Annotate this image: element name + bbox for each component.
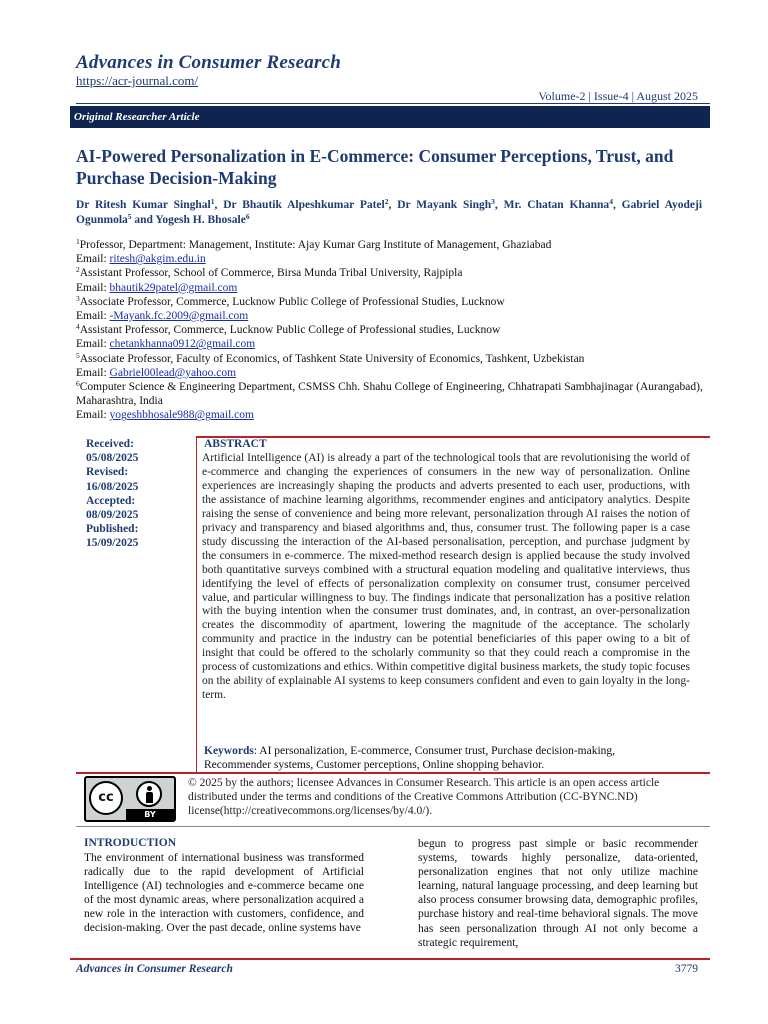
affiliation-num: 1 — [76, 237, 80, 246]
keywords-text: : AI personalization, E-commerce, Consumer trust, Purchase decision-making, Recommender systems, Customer perceptions, Online shopping behavior. — [204, 745, 616, 771]
introduction-heading: INTRODUCTION — [84, 837, 177, 849]
abstract-top-rule — [196, 436, 710, 438]
author-sep: , — [388, 199, 398, 211]
journal-url-link[interactable]: https://acr-journal.com/ — [76, 73, 199, 88]
introduction-column-1: The environment of international business was transformed radically due to the rapid development of Artificial Intelligence (AI) technologies and e-commerce became one of the most dynamic areas, where personalization acquired a new role in the interaction with customers, confidence, and decision-making. Over the past decade, online systems have — [84, 852, 364, 935]
author-name: Yogesh H. Bhosale — [155, 213, 246, 226]
email-link[interactable]: Gabriel00lead@yahoo.com — [109, 366, 237, 379]
affiliation-text: Associate Professor, Faculty of Economics, of Tashkent State University of Economics, Tashkent, Uzbekistan — [79, 352, 585, 365]
article-title: AI-Powered Personalization in E-Commerce: Consumer Perceptions, Trust, and Purchase Decision-Making — [76, 146, 674, 188]
published-date: 15/09/2025 — [86, 537, 139, 550]
affiliation-text: Assistant Professor, School of Commerce, Birsa Munda Tribal University, Rajpipla — [79, 267, 463, 280]
author-list — [76, 198, 702, 227]
email-label: Email: — [76, 338, 110, 351]
footer-divider — [70, 958, 710, 960]
keywords — [204, 744, 684, 772]
affiliation-email-line — [76, 366, 706, 380]
affiliation-email-line — [76, 309, 706, 323]
affiliations — [76, 238, 706, 423]
email-label: Email: — [76, 253, 110, 266]
email-link[interactable]: bhautik29patel@gmail.com — [109, 281, 238, 294]
article-type-banner: Original Researcher Article — [70, 106, 710, 128]
email-label: Email: — [76, 281, 110, 294]
affiliation-num: 2 — [76, 265, 80, 275]
author-name: Gabriel Ayodeji Ogunmola — [76, 199, 703, 226]
affiliation-text: Assistant Professor, Commerce, Lucknow Public College of Professional studies, Lucknow — [79, 324, 501, 337]
by-label: BY — [126, 809, 174, 820]
received-label: Received: — [86, 438, 134, 450]
accepted-date: 08/09/2025 — [86, 509, 139, 522]
email-label: Email: — [76, 366, 110, 379]
affiliation-line — [76, 266, 706, 280]
author-sup: 5 — [127, 211, 132, 221]
email-link[interactable]: ritesh@akgim.edu.in — [109, 253, 206, 266]
author-sep: and — [131, 213, 156, 226]
affiliation-line — [76, 295, 706, 309]
author-sep: , — [494, 199, 504, 211]
affiliation-email-line — [76, 252, 706, 266]
affiliation-email-line — [76, 408, 706, 422]
affiliation-num: 4 — [76, 322, 80, 332]
affiliation-email-line — [76, 337, 706, 351]
license-divider — [76, 826, 710, 827]
affiliation-text: Computer Science & Engineering Department, CSMSS Chh. Shahu College of Engineering, Chhatrapati Sambhajinagar (Aurangabad), Maharashtra, India — [76, 381, 703, 408]
published-label: Published: — [86, 523, 139, 536]
email-link[interactable]: yogeshbhosale988@gmail.com — [109, 409, 254, 422]
cc-by-license-badge[interactable] — [84, 776, 176, 822]
accepted-label: Accepted: — [86, 494, 136, 507]
email-label: Email: — [76, 310, 110, 323]
abstract-bottom-rule — [76, 772, 710, 774]
author-sup: 1 — [210, 197, 215, 206]
received-date: 05/08/2025 — [86, 452, 139, 465]
header-divider — [76, 103, 710, 104]
affiliation-num: 3 — [76, 293, 80, 303]
email-link[interactable]: chetankhanna0912@gmail.com — [109, 338, 256, 351]
author-sup: 2 — [384, 197, 389, 206]
footer-journal-name: Advances in Consumer Research — [76, 963, 233, 975]
author-sup: 3 — [491, 197, 495, 206]
affiliation-line — [76, 323, 706, 337]
author-sep: , — [612, 199, 622, 211]
affiliation-num: 6 — [76, 379, 80, 389]
page-number: 3779 — [675, 963, 698, 975]
dates-sidebar — [76, 436, 197, 772]
keywords-label: Keywords — [204, 745, 254, 757]
abstract-text: Artificial Intelligence (AI) is already a part of the technological tools that are revolutionising the world of e-commerce and changing the experiences of consumers in the new way of personalization. Online experiences are increasingly shaping the products and adverts presented to each user, productions, with the assistance of machine learning algorithms, recommender engines and anticipatory analytics. Despite raising the sense of convenience and being more relevant, personalization through AI raises the notion of privacy and transparency and biased algorithms and, thus, consumer trust. The following paper is a case study discussing the interaction of the AI-based personalisation, perception, and purchase judgment by the consumers in e-commerce. The mixed-method research design is applied because the study involved both quantitative surveys combined with a structural equation modeling and qualitative interviews, thus identifying the level of effects of personalization complexity on consumer trust, consumer perceived value, and particular willingness to buy. The findings indicate that personalization has a positive relation with the buying intention when the consumer trust dominates, and, in contrast, an over-personalization creates the discommodity of apartment, lowering the magnitude of the acceptance. The scholarly community and practice in the industry can be potential beneficiaries of this paper owing to a bit of insight that could be offered to the scholarly community so that they could reach a compromise in the process of customizations and ethics. Within competitive digital business markets, the study topic focuses on the ability of explainable AI systems to keep consumers confident and even to gain loyalty in the long-term. — [202, 452, 690, 702]
author-sup: 4 — [609, 197, 613, 206]
affiliation-text: Associate Professor, Commerce, Lucknow Public College of Professional Studies, Lucknow — [79, 295, 505, 308]
author-name: Dr Ritesh Kumar Singhal — [76, 199, 211, 211]
affiliation-text: Professor, Department: Management, Institute: Ajay Kumar Garg Institute of Management, Ghaziabad — [79, 239, 552, 251]
author-sep: , — [214, 199, 224, 211]
author-sup: 6 — [245, 211, 250, 221]
affiliation-line — [76, 238, 706, 252]
introduction-column-2: begun to progress past simple or basic recommender systems, towards highly personalize, data-oriented, personalization engines that not only utilize machine learning, natural language processing, and deep learning but also process consumer browsing data, demographic profiles, purchase history and real-time behavioral signals. The move has seen personalization through AI not only become a strategic requirement, — [418, 838, 698, 949]
affiliation-num: 5 — [76, 350, 80, 360]
abstract-heading: ABSTRACT — [204, 438, 267, 450]
affiliation-line — [76, 352, 706, 366]
affiliation-email-line — [76, 281, 706, 295]
email-link[interactable]: -Mayank.fc.2009@gmail.com — [109, 310, 249, 323]
attribution-person-icon — [136, 781, 162, 807]
journal-title: Advances in Consumer Research — [76, 52, 341, 73]
affiliation-line — [76, 380, 706, 408]
author-name: Dr Bhautik Alpeshkumar Patel — [223, 199, 385, 211]
cc-icon: cc — [89, 781, 123, 815]
license-text: © 2025 by the authors; licensee Advances in Consumer Research. This article is an open access article distributed under the terms and conditions of the Creative Commons Attribution (CC-BYNC.ND) license(http://creativecommons.org/licenses/by/4.0/). — [188, 777, 660, 817]
author-name: Dr Mayank Singh — [397, 199, 492, 211]
volume-info: Volume-2 | Issue-4 | August 2025 — [538, 89, 698, 103]
revised-date: 16/08/2025 — [86, 480, 139, 493]
revised-label: Revised: — [86, 466, 129, 479]
email-label: Email: — [76, 409, 110, 422]
author-name: Mr. Chatan Khanna — [503, 199, 610, 211]
